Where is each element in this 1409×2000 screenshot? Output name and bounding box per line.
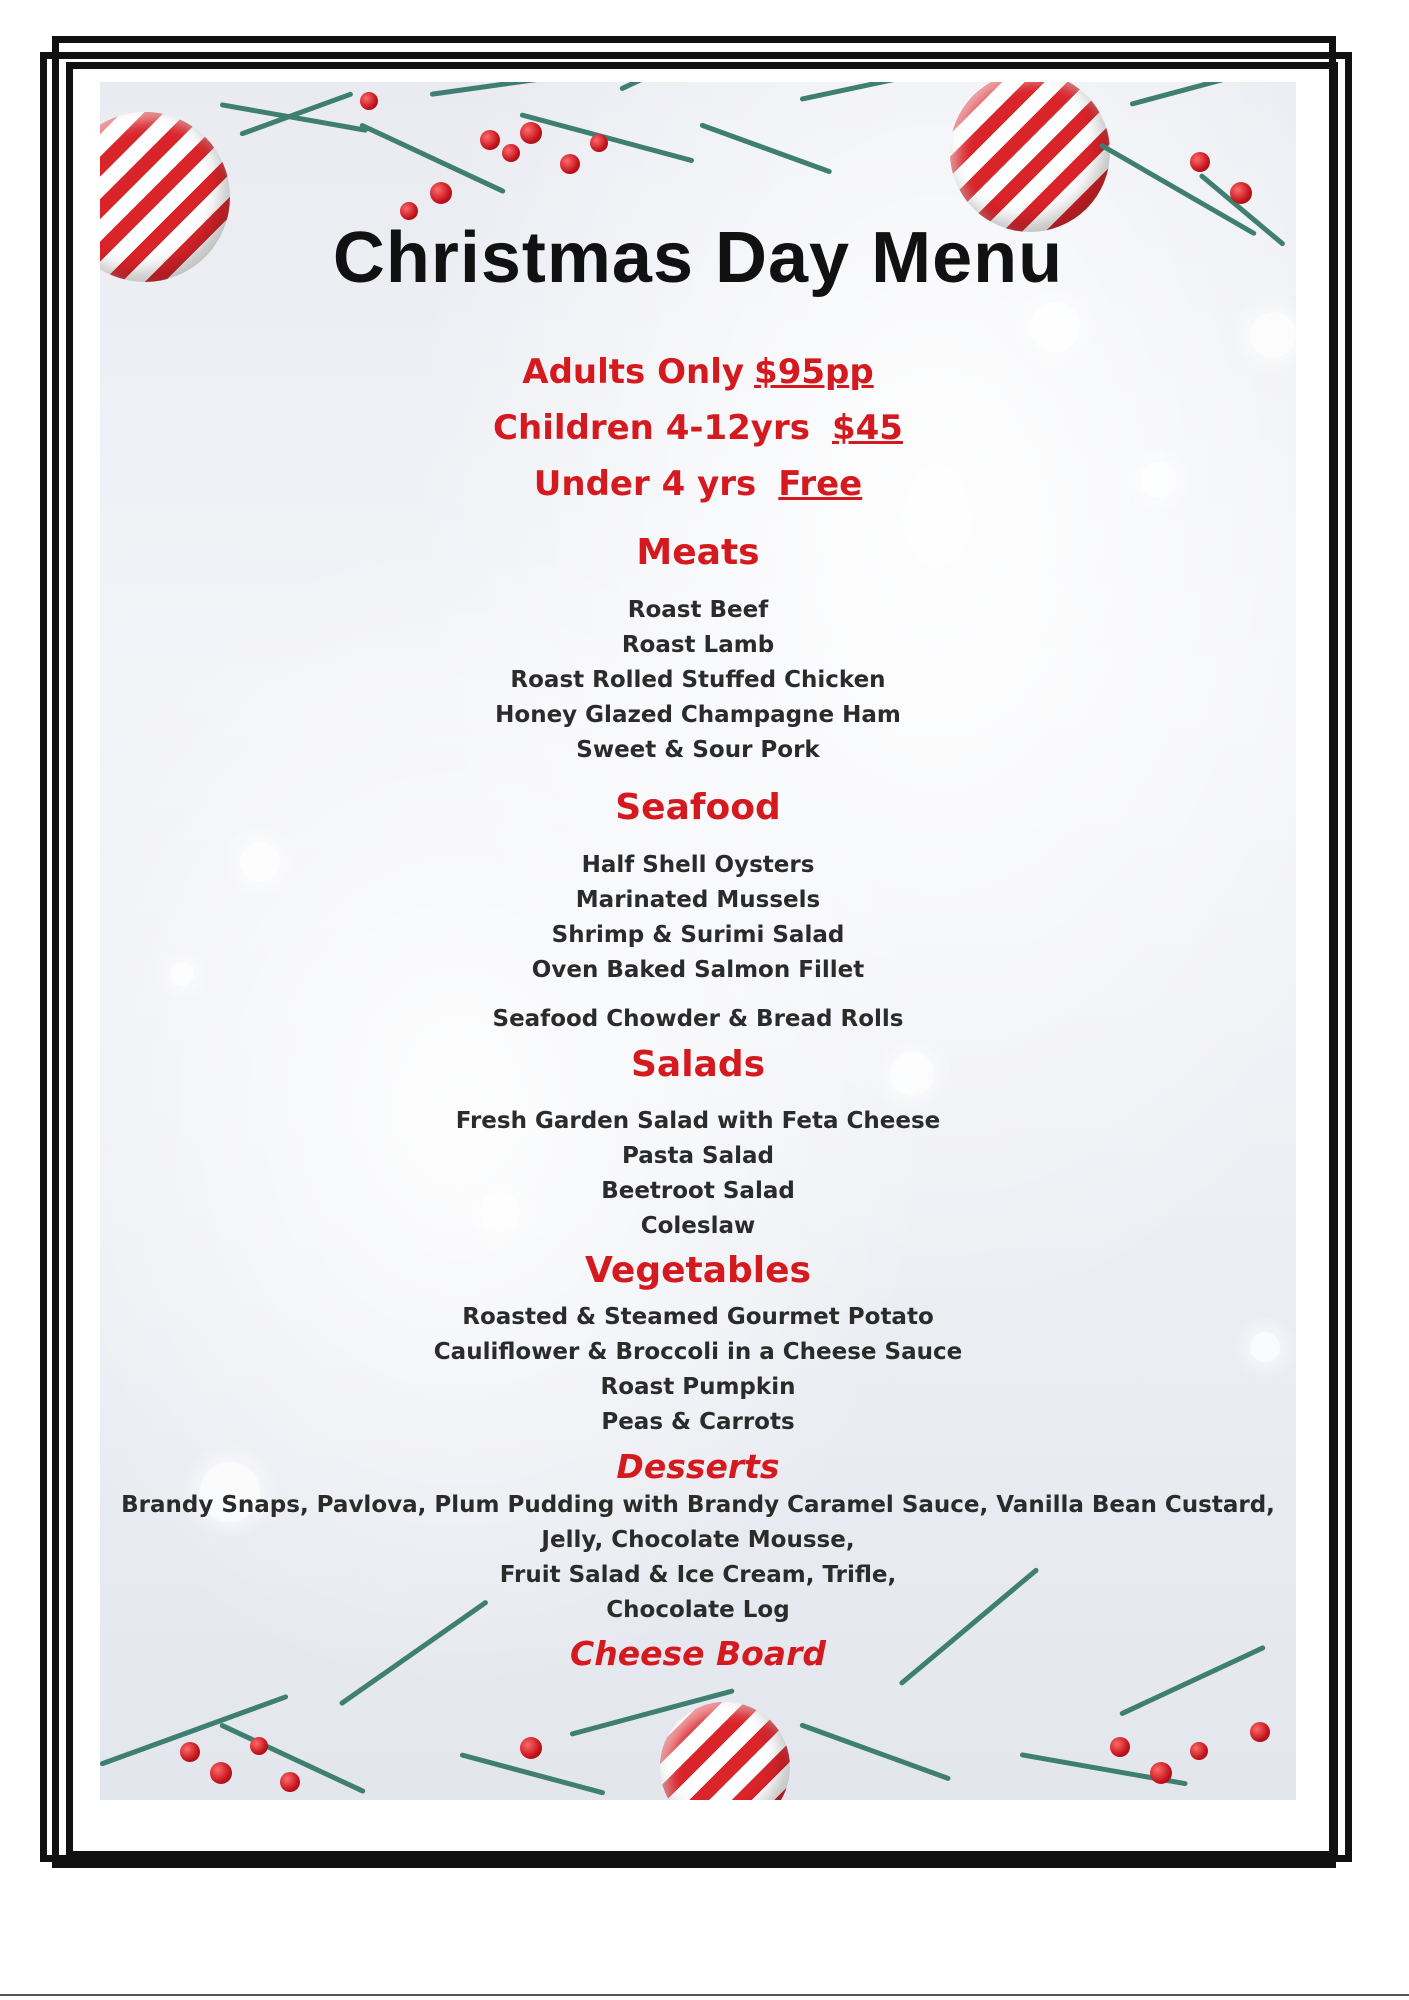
price-amount: $45 [831, 408, 903, 448]
menu-item: Coleslaw [640, 1213, 756, 1239]
menu-item: Fruit Salad & Ice Cream, Trifle, [499, 1562, 897, 1588]
menu-item: Roast Lamb [621, 632, 775, 658]
menu-item: Peas & Carrots [601, 1409, 795, 1435]
menu-item: Marinated Mussels [575, 887, 821, 913]
menu-item: Shrimp & Surimi Salad [551, 922, 845, 948]
price-children [100, 408, 1296, 448]
section-title-desserts: Desserts [616, 1447, 780, 1486]
menu-item: Cauliflower & Broccoli in a Cheese Sauce [433, 1339, 963, 1365]
price-label: Adults Only [522, 352, 745, 392]
price-adults [100, 352, 1296, 392]
menu-item: Oven Baked Salmon Fillet [531, 957, 865, 983]
price-label: Under 4 yrs [533, 464, 757, 504]
section-title-meats: Meats [636, 532, 760, 573]
menu-title: Christmas Day Menu [332, 218, 1064, 298]
section-title-vegetables: Vegetables [585, 1250, 811, 1291]
menu-item: Jelly, Chocolate Mousse, [541, 1527, 855, 1553]
section-title-salads: Salads [630, 1044, 766, 1085]
price-label: Children 4-12yrs [493, 408, 810, 448]
menu-item: Sweet & Sour Pork [576, 737, 820, 763]
menu-item: Honey Glazed Champagne Ham [495, 702, 901, 728]
price-amount: $95pp [754, 352, 874, 392]
menu-card [100, 82, 1296, 1800]
section-title-seafood: Seafood [615, 787, 781, 828]
price-under-4 [100, 464, 1296, 504]
menu-item: Pasta Salad [622, 1143, 774, 1169]
menu-item: Half Shell Oysters [581, 852, 815, 878]
menu-item: Chocolate Log [606, 1597, 790, 1623]
menu-item: Fresh Garden Salad with Feta Cheese [455, 1108, 941, 1134]
section-title-cheese-board: Cheese Board [570, 1634, 826, 1673]
menu-item: Roast Beef [627, 597, 769, 623]
menu-content [100, 82, 1296, 1800]
menu-item: Roast Rolled Stuffed Chicken [510, 667, 886, 693]
menu-item: Brandy Snaps, Pavlova, Plum Pudding with Brandy Caramel Sauce, Vanilla Bean Custard, [121, 1492, 1275, 1518]
menu-item: Roast Pumpkin [600, 1374, 796, 1400]
page-edge-divider [0, 1994, 1409, 1996]
menu-item: Roasted & Steamed Gourmet Potato [462, 1304, 934, 1330]
menu-item: Beetroot Salad [601, 1178, 795, 1204]
menu-item: Seafood Chowder & Bread Rolls [492, 1006, 904, 1032]
price-amount: Free [778, 464, 863, 504]
